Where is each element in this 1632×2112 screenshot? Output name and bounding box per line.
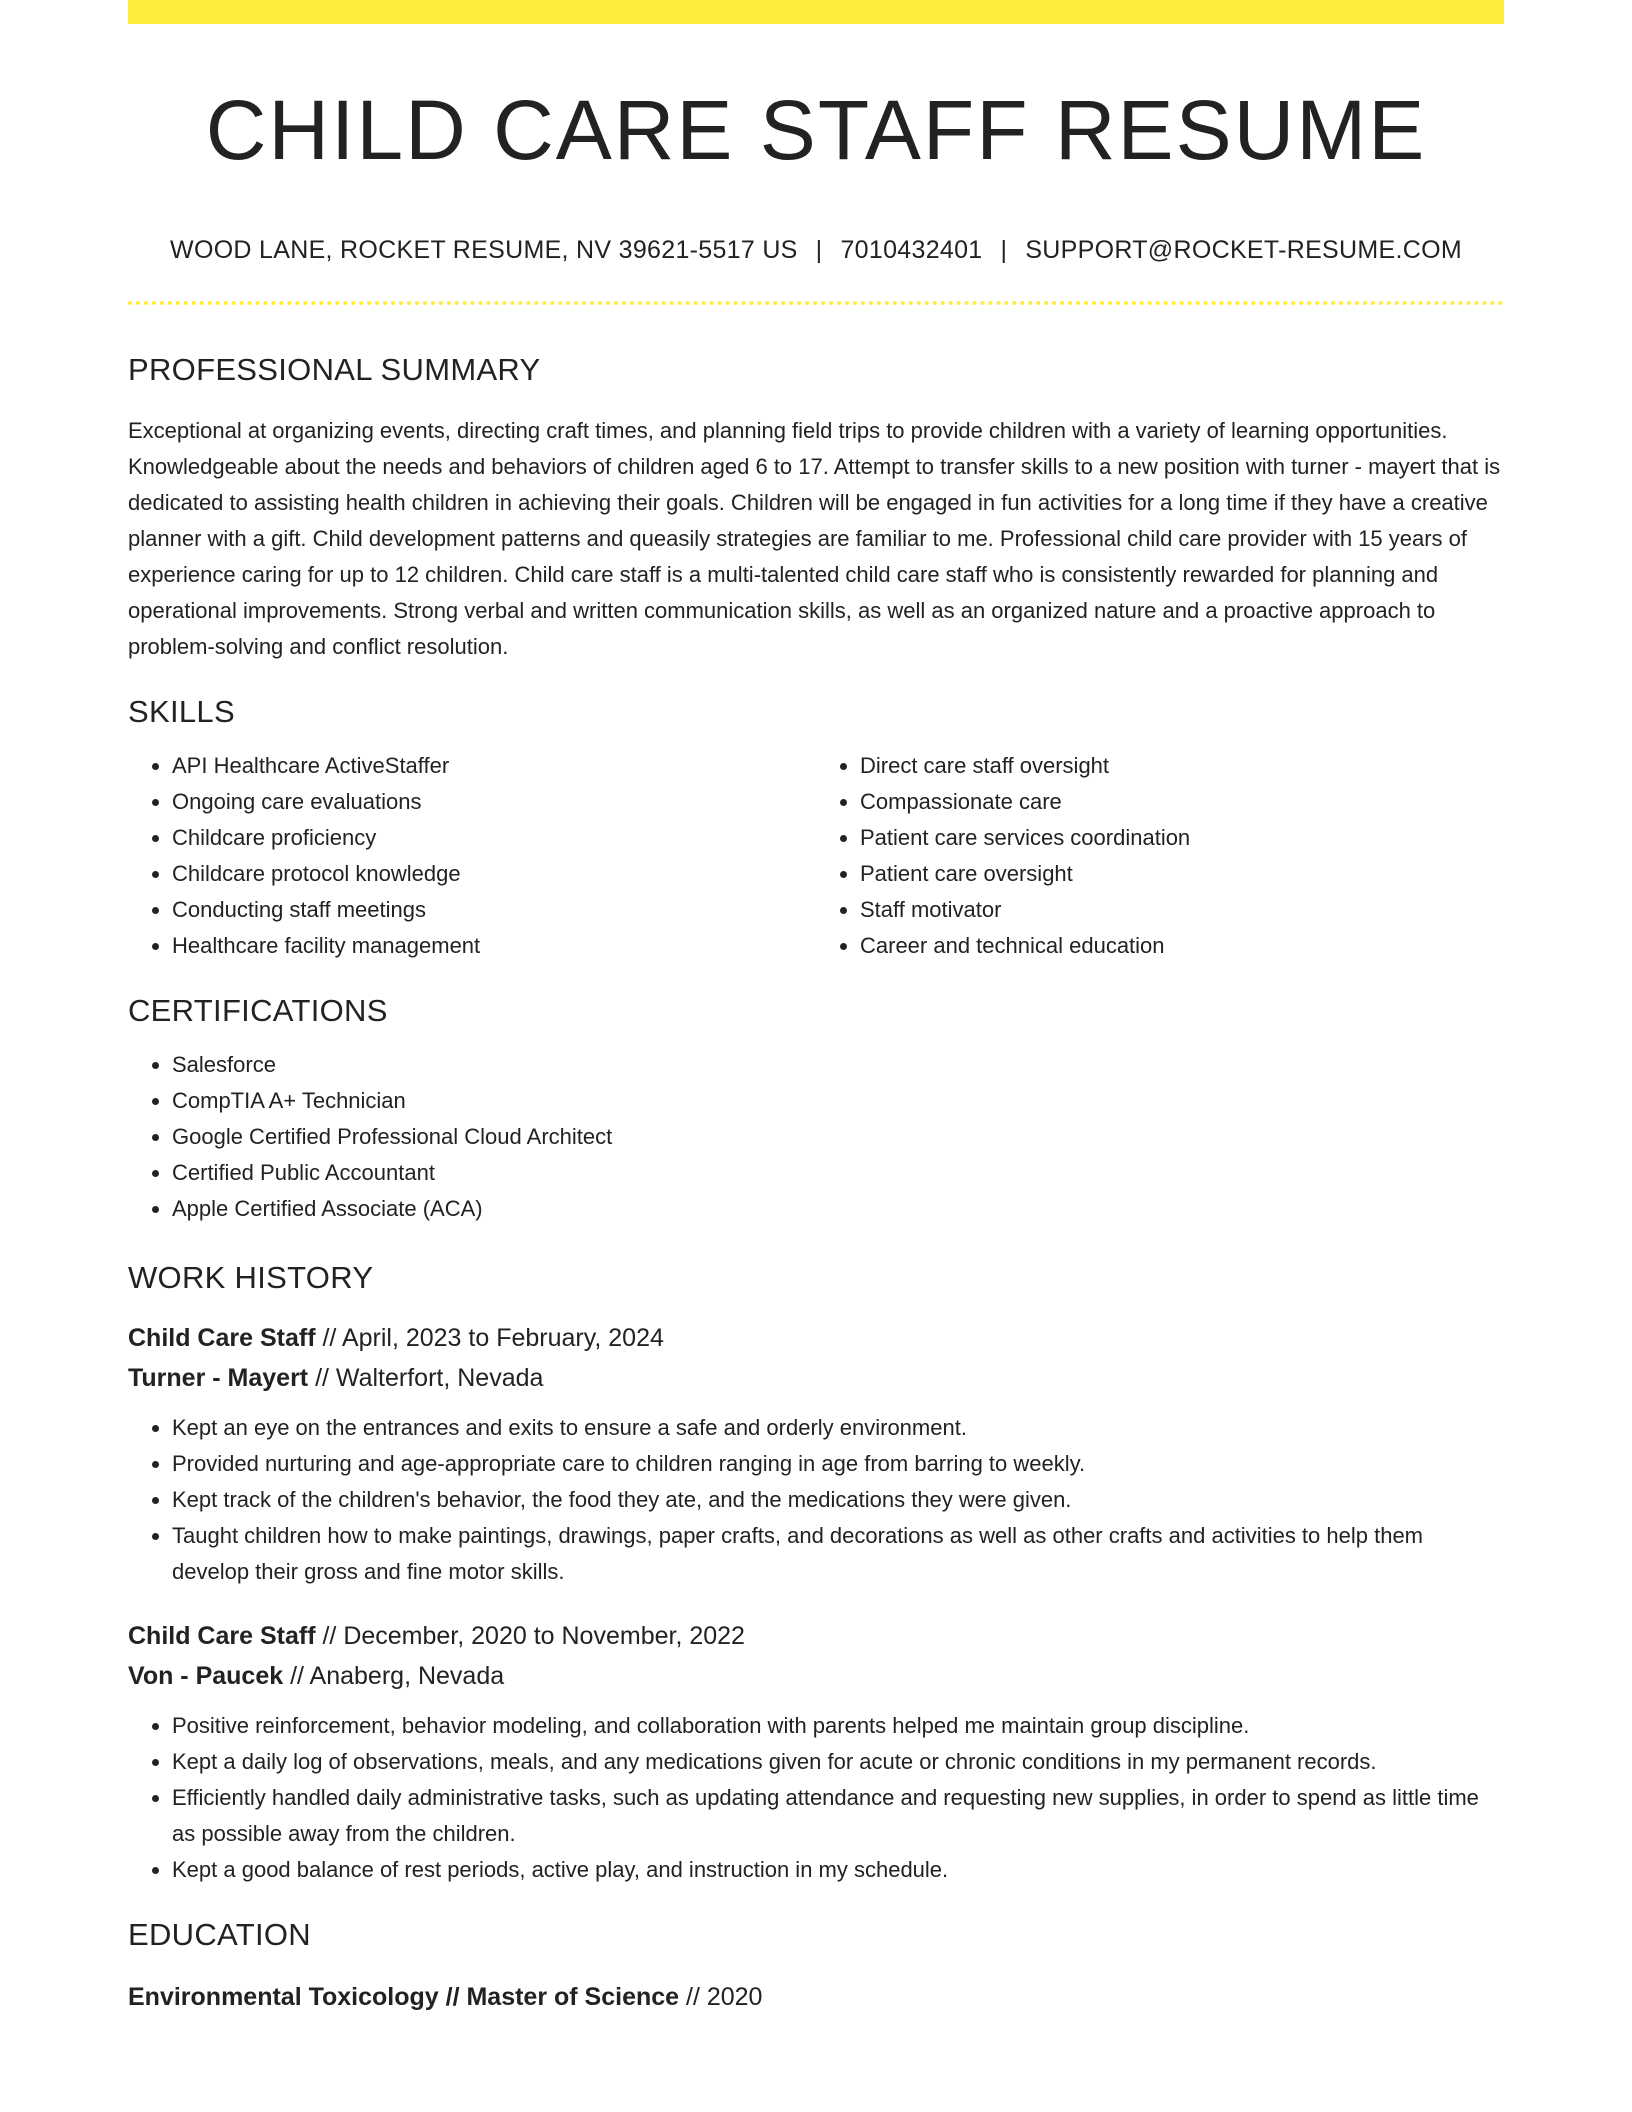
job-dates: // April, 2023 to February, 2024 — [315, 1324, 664, 1353]
job-bullet: • Positive reinforcement, behavior modeling, and collaboration with parents helped me maintain group discipline. — [172, 1708, 1504, 1744]
contact-email: SUPPORT@ROCKET-RESUME.COM — [1025, 236, 1462, 265]
work-history-section — [128, 1259, 1504, 1888]
education-section — [128, 1916, 1504, 2017]
top-accent-bar — [128, 0, 1504, 24]
job-company: Turner - Mayert — [128, 1364, 309, 1393]
resume-page — [128, 0, 1504, 2017]
job-entry — [128, 1616, 1504, 1888]
contact-address: WOOD LANE, ROCKET RESUME, NV 39621-5517 US — [170, 236, 798, 265]
skill-item: • Patient care services coordination — [860, 820, 1504, 856]
skill-item: • Direct care staff oversight — [860, 748, 1504, 784]
job-bullet: • Kept an eye on the entrances and exits to ensure a safe and orderly environment. — [172, 1410, 1504, 1446]
contact-line — [128, 236, 1504, 265]
certifications-heading: CERTIFICATIONS — [128, 992, 388, 1028]
job-bullets — [128, 1708, 1504, 1888]
job-bullet: • Kept a good balance of rest periods, active play, and instruction in my schedule. — [172, 1852, 1504, 1888]
skills-section — [128, 693, 1504, 964]
job-bullet: • Efficiently handled daily administrative tasks, such as updating attendance and requesting new supplies, in order to spend as little time as possible away from the children. — [172, 1780, 1504, 1852]
certifications-section — [128, 992, 1504, 1227]
summary-heading: PROFESSIONAL SUMMARY — [128, 352, 541, 388]
job-location: // Walterfort, Nevada — [308, 1364, 544, 1393]
summary-text: Exceptional at organizing events, directing craft times, and planning field trips to provide children with a variety of learning opportunities. Knowledgeable about the needs and behaviors of children aged 6 to 17. Attempt to transfer skills to a new position with turner - mayert that is dedicated to assisting health children in achieving their goals. Children will be engaged in fun activities for a long time if they have a creative planner with a gift. Child development patterns and queasily strategies are familiar to me. Professional child care provider with 15 years of experience caring for up to 12 children. Child care staff is a multi-talented child care staff who is consistently rewarded for planning and operational improvements. Strong verbal and written communication skills, as well as an organized nature and a proactive approach to problem-solving and conflict resolution. — [128, 417, 1501, 659]
job-title-line — [128, 1616, 1504, 1656]
certification-item: • Apple Certified Associate (ACA) — [172, 1191, 1504, 1227]
certification-item: • Certified Public Accountant — [172, 1155, 1504, 1191]
skill-item: • Childcare proficiency — [172, 820, 816, 856]
skills-list-right — [816, 748, 1504, 964]
education-heading: EDUCATION — [128, 1917, 311, 1953]
education-degree: Environmental Toxicology // Master of Science — [128, 1983, 680, 2012]
job-company-line — [128, 1656, 1504, 1696]
skill-item: • API Healthcare ActiveStaffer — [172, 748, 816, 784]
skill-item: • Compassionate care — [860, 784, 1504, 820]
skills-list-left — [128, 748, 816, 964]
job-dates: // December, 2020 to November, 2022 — [315, 1622, 745, 1651]
certification-item: • Salesforce — [172, 1047, 1504, 1083]
certification-item: • CompTIA A+ Technician — [172, 1083, 1504, 1119]
job-bullet: • Provided nurturing and age-appropriate care to children ranging in age from barring to weekly. — [172, 1446, 1504, 1482]
certification-item: • Google Certified Professional Cloud Architect — [172, 1119, 1504, 1155]
job-title-line — [128, 1318, 1504, 1358]
job-bullet: • Kept a daily log of observations, meals, and any medications given for acute or chronic conditions in my permanent records. — [172, 1744, 1504, 1780]
skill-item: • Career and technical education — [860, 928, 1504, 964]
work-history-heading: WORK HISTORY — [128, 1259, 374, 1295]
education-year: // 2020 — [679, 1983, 763, 2012]
skill-item: • Staff motivator — [860, 892, 1504, 928]
job-title: Child Care Staff — [128, 1324, 316, 1353]
job-bullet: • Taught children how to make paintings, drawings, paper crafts, and decorations as well as other crafts and activities to help them develop their gross and fine motor skills. — [172, 1518, 1504, 1590]
education-entry — [128, 1977, 1504, 2017]
dotted-divider — [128, 301, 1504, 305]
contact-phone: 7010432401 — [840, 236, 983, 265]
contact-separator: | — [1000, 236, 1008, 265]
job-location: // Anaberg, Nevada — [283, 1662, 505, 1691]
skills-heading: SKILLS — [128, 693, 235, 729]
contact-separator: | — [815, 236, 823, 265]
skill-item: • Childcare protocol knowledge — [172, 856, 816, 892]
job-bullet: • Kept track of the children's behavior, the food they ate, and the medications they were given. — [172, 1482, 1504, 1518]
skill-item: • Patient care oversight — [860, 856, 1504, 892]
skill-item: • Healthcare facility management — [172, 928, 816, 964]
resume-title: CHILD CARE STAFF RESUME — [205, 83, 1427, 177]
job-entry — [128, 1318, 1504, 1590]
summary-section — [128, 351, 1504, 664]
skills-columns — [128, 730, 1504, 964]
job-company-line — [128, 1358, 1504, 1398]
certifications-list — [128, 1047, 1504, 1227]
job-title: Child Care Staff — [128, 1622, 316, 1651]
skill-item: • Conducting staff meetings — [172, 892, 816, 928]
job-company: Von - Paucek — [128, 1662, 284, 1691]
skill-item: • Ongoing care evaluations — [172, 784, 816, 820]
job-bullets — [128, 1410, 1504, 1590]
